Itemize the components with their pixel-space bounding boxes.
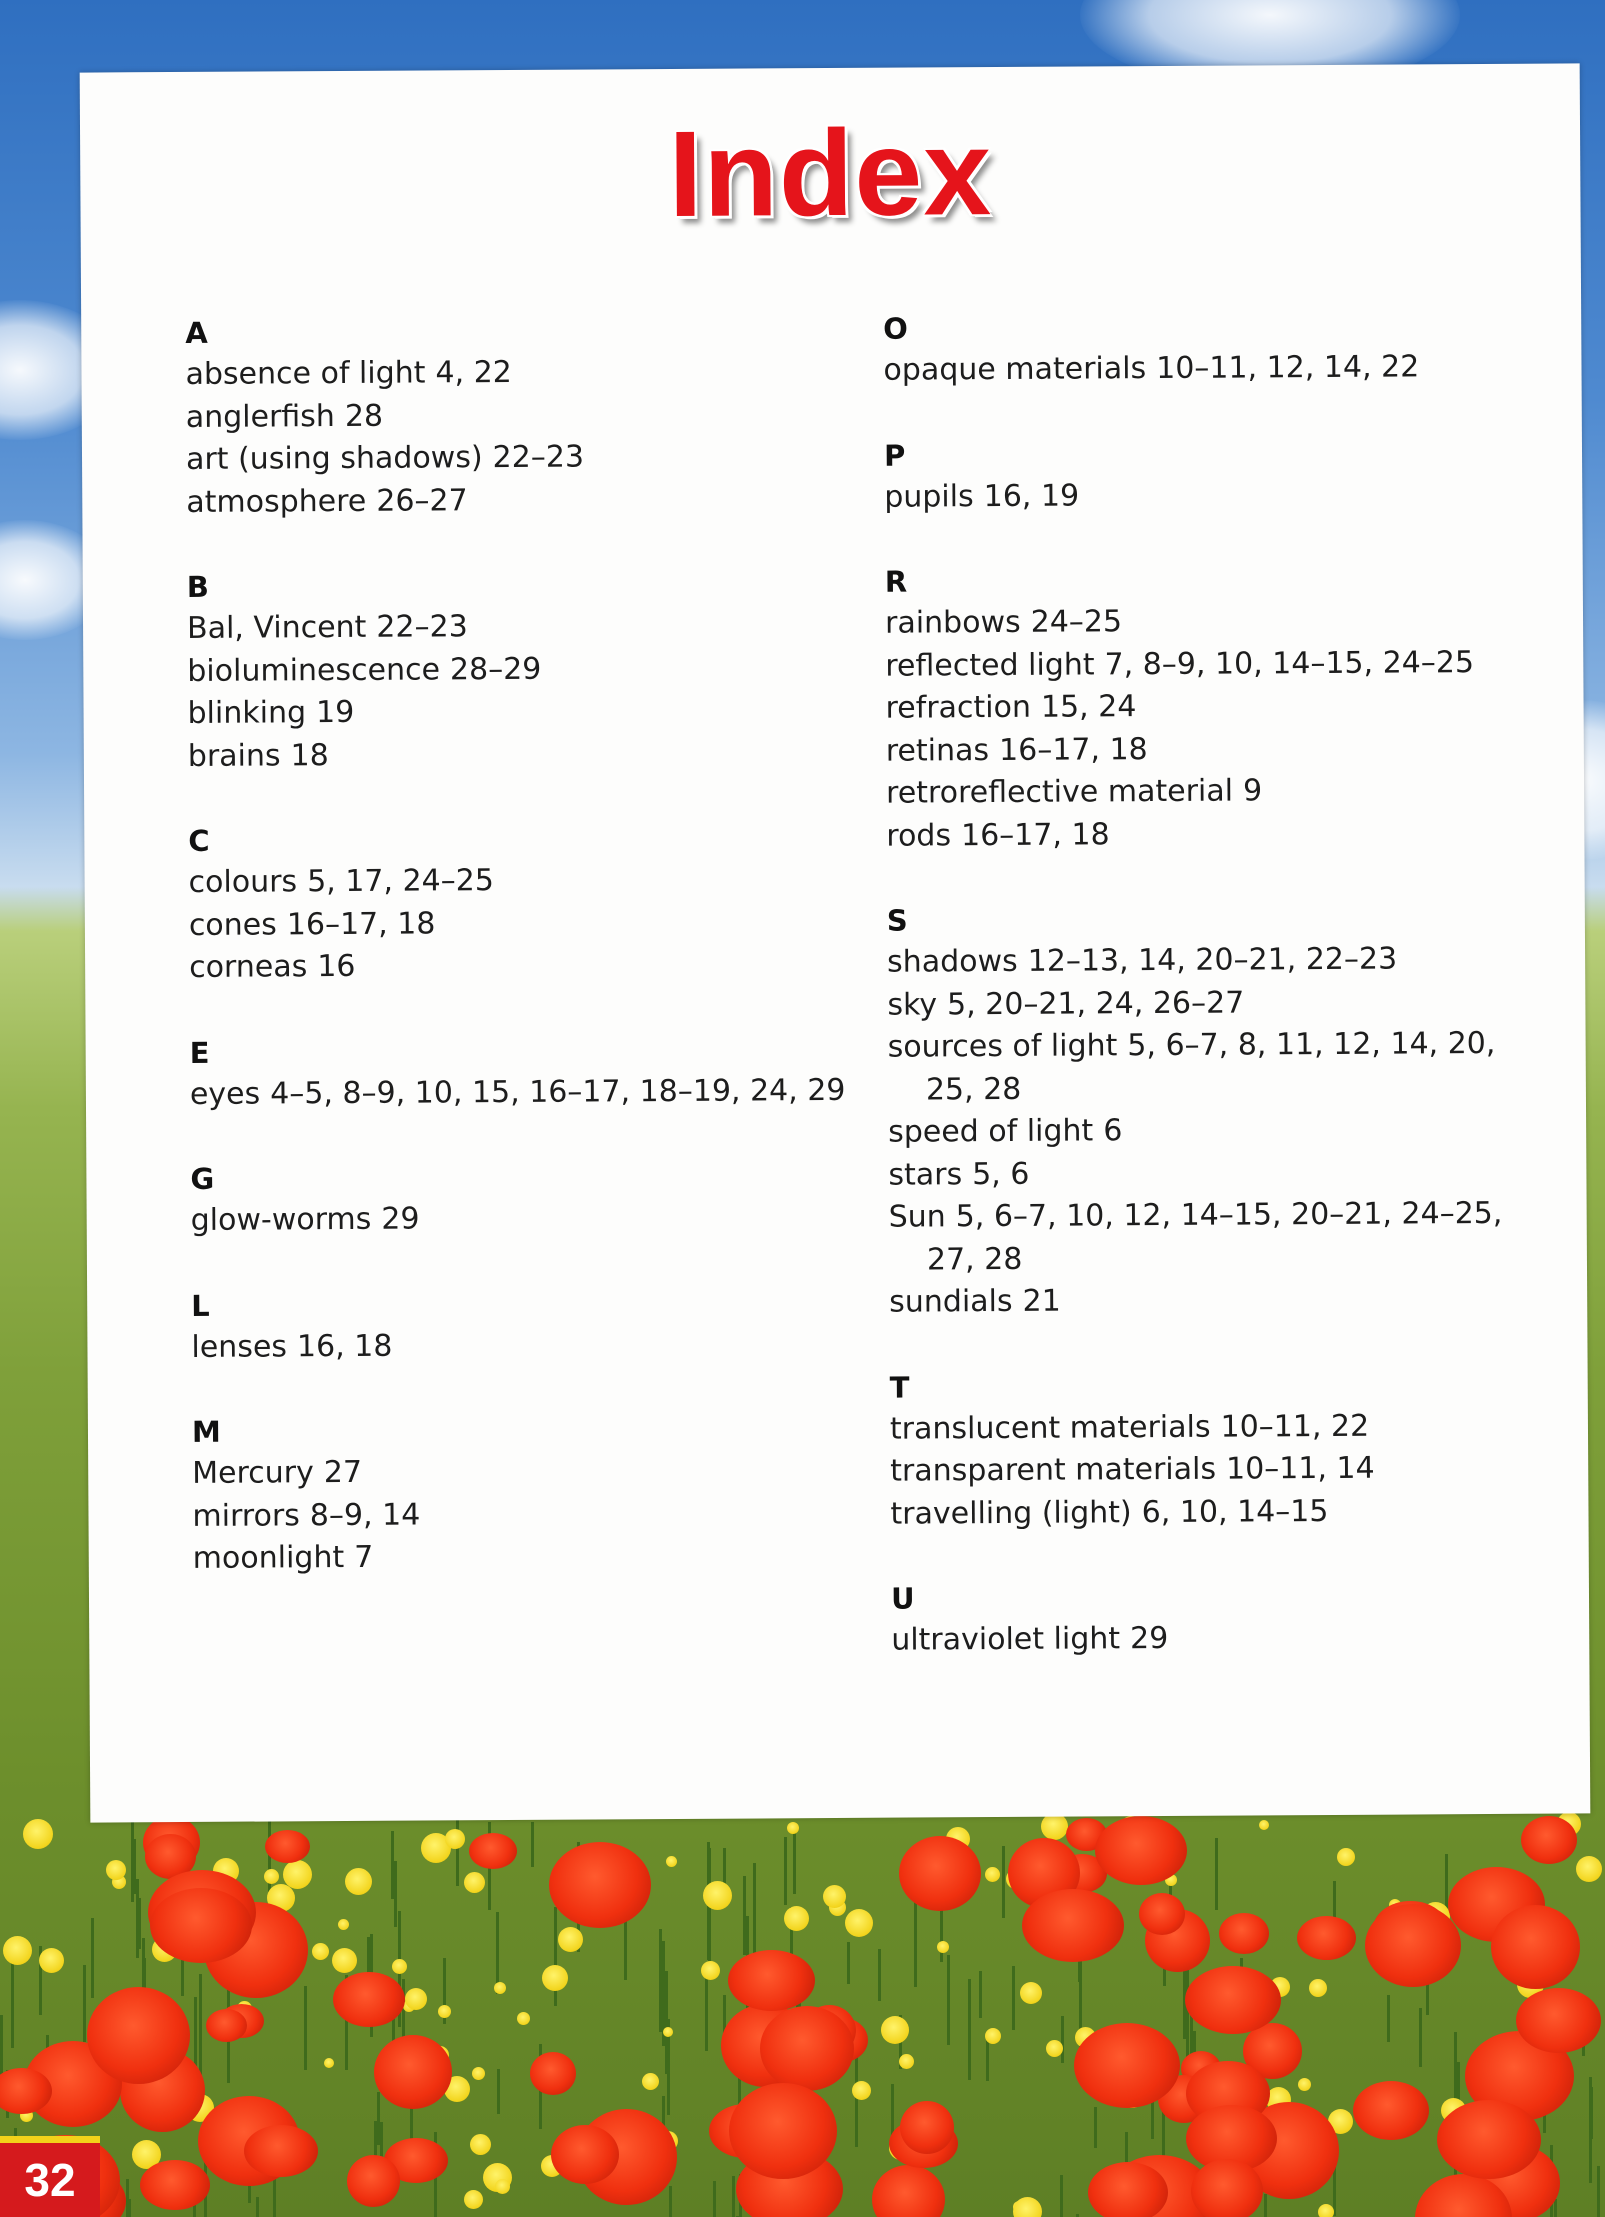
- index-group: [891, 1574, 1552, 1663]
- index-entry: [888, 1150, 1548, 1197]
- flower-stem: [1590, 2087, 1593, 2139]
- index-page-refs: 4–5, 8–9, 10, 15, 16–17, 18–19, 24, 29: [270, 1072, 846, 1111]
- flower-stem: [91, 1918, 94, 1998]
- yellow-flower: [283, 1860, 312, 1889]
- flower-stem: [304, 1986, 307, 2070]
- yellow-flower: [985, 1867, 1000, 1882]
- yellow-flower: [852, 2081, 871, 2100]
- poppy-flower: [469, 1833, 517, 1869]
- yellow-flower: [899, 2054, 914, 2069]
- yellow-flower: [784, 1906, 809, 1931]
- yellow-flower: [494, 1982, 506, 1994]
- index-group: [890, 1362, 1551, 1536]
- poppy-flower: [333, 1972, 405, 2027]
- index-entry: [189, 900, 849, 947]
- index-term: retinas: [885, 732, 990, 769]
- flower-stem: [968, 1979, 971, 2080]
- poppy-flower: [872, 2165, 945, 2217]
- flower-stem: [986, 2037, 989, 2081]
- index-term: rainbows: [884, 604, 1021, 641]
- index-letter-heading: R: [884, 564, 908, 599]
- index-entry: [188, 731, 848, 778]
- yellow-flower: [264, 1869, 279, 1884]
- poppy-flower: [1516, 1988, 1601, 2053]
- flower-stem: [784, 1837, 787, 1905]
- flower-stem: [669, 2186, 672, 2217]
- poppy-flower: [244, 2125, 318, 2177]
- index-term: corneas: [189, 949, 308, 985]
- index-term: moonlight: [192, 1540, 345, 1576]
- flower-stem: [394, 1861, 397, 1927]
- index-letter-heading: L: [191, 1288, 210, 1323]
- index-entry: [191, 1322, 851, 1369]
- poppy-flower: [265, 1830, 310, 1863]
- poppy-flower: [1521, 1816, 1577, 1864]
- index-group: [192, 1407, 853, 1581]
- poppy-flower: [1365, 1904, 1461, 1987]
- index-page-refs: 24–25: [1030, 604, 1123, 640]
- index-group: [191, 1280, 852, 1369]
- poppy-flower: [206, 2009, 247, 2042]
- index-term: sky: [887, 986, 938, 1023]
- index-page-refs: 22–23: [376, 609, 468, 645]
- index-entry: [190, 1069, 850, 1116]
- index-entry: [189, 943, 849, 990]
- index-entry: [186, 435, 846, 482]
- poppy-field: [0, 1810, 1605, 2217]
- index-entry: [889, 1193, 1550, 1282]
- index-page-refs: 5, 20–21, 24, 26–27: [946, 985, 1245, 1022]
- index-entry: [886, 811, 1546, 858]
- yellow-flower: [312, 1943, 329, 1960]
- flower-stem: [1012, 1966, 1015, 2030]
- index-term: blinking: [187, 695, 307, 731]
- poppy-flower: [549, 1842, 651, 1928]
- index-group: [185, 308, 846, 524]
- index-page-refs: 8–9, 14: [309, 1497, 421, 1533]
- index-group: [884, 430, 1545, 519]
- index-letter-heading: B: [186, 569, 210, 604]
- index-entry: [188, 858, 848, 905]
- flower-stem: [1419, 2008, 1422, 2067]
- index-entry: [890, 1404, 1550, 1451]
- index-page-refs: 27: [323, 1454, 363, 1491]
- index-page-refs: 16: [317, 948, 356, 985]
- flower-stem: [1002, 1846, 1005, 1918]
- poppy-flower: [900, 2101, 954, 2154]
- index-entry: [187, 689, 847, 736]
- index-term: rods: [886, 817, 952, 854]
- index-page-refs: 16–17, 18: [998, 731, 1148, 768]
- yellow-flower: [405, 1988, 427, 2010]
- flower-stem: [531, 1822, 534, 1867]
- yellow-flower: [464, 2190, 483, 2209]
- index-entry: [885, 684, 1545, 731]
- yellow-flower: [1298, 2078, 1311, 2091]
- index-page-refs: 16, 19: [983, 478, 1080, 514]
- index-letter-heading: O: [883, 311, 909, 346]
- flower-stem: [847, 1942, 850, 1984]
- yellow-flower: [558, 1927, 583, 1952]
- flower-stem: [1215, 1838, 1218, 1910]
- flower-stem: [138, 1898, 141, 1949]
- index-group: [887, 896, 1550, 1325]
- poppy-flower: [760, 2006, 854, 2091]
- poppy-flower: [1074, 2023, 1180, 2108]
- index-term: ultraviolet light: [891, 1621, 1121, 1658]
- yellow-flower: [338, 1919, 349, 1930]
- yellow-flower: [1013, 2197, 1042, 2217]
- index-entry: [888, 1108, 1548, 1155]
- yellow-flower: [985, 2028, 1001, 2044]
- index-page-refs: 10–11, 22: [1220, 1408, 1370, 1445]
- yellow-flower: [881, 2016, 909, 2044]
- index-term: translucent materials: [889, 1409, 1211, 1447]
- index-entry: [186, 392, 846, 439]
- flower-stem: [199, 1974, 202, 2080]
- yellow-flower: [663, 2027, 673, 2037]
- poppy-flower: [374, 2035, 452, 2109]
- poppy-flower: [140, 2160, 210, 2210]
- index-page-refs: 29: [1130, 1620, 1169, 1657]
- poppy-flower: [1491, 1905, 1580, 1989]
- index-entry: [884, 472, 1544, 519]
- poppy-flower: [150, 1888, 252, 1963]
- flower-stem: [1060, 2175, 1063, 2217]
- index-term: mirrors: [192, 1497, 300, 1534]
- index-term: art (using shadows): [185, 440, 483, 477]
- index-term: transparent materials: [890, 1451, 1217, 1489]
- index-entry: [886, 769, 1546, 816]
- page-number: 32: [0, 2136, 100, 2217]
- flower-stem: [665, 1971, 668, 2074]
- yellow-flower: [1337, 1848, 1355, 1866]
- index-page-refs: 12–13, 14, 20–21, 22–23: [1027, 941, 1398, 979]
- index-group: [187, 562, 848, 778]
- poppy-flower: [728, 1950, 815, 2011]
- yellow-flower: [1309, 1979, 1327, 1997]
- index-letter-heading: P: [883, 438, 906, 473]
- index-term: travelling (light): [890, 1494, 1132, 1532]
- index-term: speed of light: [888, 1113, 1094, 1150]
- index-term: Mercury: [192, 1455, 314, 1491]
- flower-stem: [1264, 2194, 1267, 2217]
- index-term: Bal, Vincent: [186, 609, 367, 646]
- index-term: bioluminescence: [187, 651, 441, 689]
- index-page-refs: 28: [344, 398, 384, 434]
- flower-stem: [947, 1955, 950, 2045]
- yellow-flower: [845, 1909, 873, 1937]
- flower-stem: [878, 1949, 881, 2001]
- index-letter-heading: E: [189, 1035, 210, 1070]
- poppy-flower: [1022, 1889, 1124, 1962]
- index-page-refs: 5, 6–7, 10, 12, 14–15, 20–21, 24–25, 27, 28: [926, 1195, 1503, 1277]
- index-letter-heading: A: [185, 315, 208, 350]
- yellow-flower: [1020, 1982, 1042, 2004]
- index-page-refs: 21: [1022, 1283, 1061, 1319]
- yellow-flower: [39, 1948, 64, 1973]
- index-term: anglerfish: [185, 398, 335, 435]
- index-page-refs: 28–29: [449, 651, 542, 687]
- flower-stem: [554, 1907, 557, 2006]
- index-entry: [885, 599, 1545, 646]
- index-page-refs: 16, 18: [296, 1328, 393, 1364]
- poppy-flower: [1185, 1966, 1281, 2034]
- yellow-flower: [3, 1936, 32, 1965]
- yellow-flower: [332, 1948, 357, 1973]
- index-entry: [889, 1278, 1549, 1325]
- index-term: Sun: [888, 1199, 946, 1235]
- poppy-flower: [1139, 1893, 1185, 1935]
- flower-stem: [732, 2176, 735, 2217]
- index-entry: [887, 980, 1547, 1027]
- index-term: lenses: [191, 1328, 288, 1365]
- flower-stem: [497, 2069, 500, 2114]
- index-term: eyes: [189, 1076, 261, 1112]
- poppy-flower: [1191, 2159, 1263, 2217]
- poppy-flower: [1219, 1913, 1269, 1954]
- index-page-refs: 6, 10, 14–15: [1141, 1493, 1329, 1530]
- yellow-flower: [324, 2058, 334, 2068]
- yellow-flower: [445, 1829, 465, 1849]
- index-entry: [888, 1023, 1549, 1112]
- poppy-flower: [1095, 1816, 1187, 1885]
- flower-stem: [11, 1961, 14, 2048]
- poppy-flower: [347, 2155, 400, 2207]
- poppy-flower: [1353, 2081, 1429, 2140]
- index-page-refs: 5, 6–7, 8, 11, 12, 14, 20, 25, 28: [925, 1025, 1496, 1107]
- index-page-refs: 4, 22: [435, 354, 512, 391]
- yellow-flower: [1576, 1856, 1602, 1882]
- index-page-refs: 16–17, 18: [286, 905, 436, 942]
- index-term: refraction: [885, 689, 1032, 726]
- poppy-flower: [1297, 1916, 1356, 1960]
- index-entry: [187, 646, 847, 693]
- poppy-flower: [899, 1836, 981, 1911]
- index-term: sources of light: [887, 1028, 1118, 1065]
- index-group: [190, 1027, 851, 1116]
- poppy-flower: [87, 1987, 190, 2084]
- index-letter-heading: T: [889, 1370, 910, 1405]
- yellow-flower: [937, 1941, 949, 1953]
- index-letter-heading: S: [886, 903, 908, 938]
- index-term: sundials: [889, 1283, 1013, 1320]
- index-entry: [886, 726, 1546, 773]
- poppy-flower: [729, 2083, 837, 2179]
- index-page-refs: 29: [381, 1201, 420, 1237]
- yellow-flower: [345, 1868, 372, 1895]
- index-entry: [192, 1491, 852, 1538]
- flower-stem: [256, 2197, 259, 2217]
- flower-stem: [753, 1863, 756, 1966]
- yellow-flower: [666, 1856, 677, 1867]
- flower-stem: [1387, 1995, 1390, 2042]
- index-letter-heading: C: [188, 823, 210, 858]
- flower-stem: [1061, 2016, 1064, 2063]
- flower-stem: [128, 2199, 131, 2217]
- yellow-flower: [470, 2134, 491, 2155]
- index-column-right: [883, 304, 1552, 1705]
- index-page-refs: 5, 6: [972, 1156, 1030, 1192]
- flower-stem: [1554, 2199, 1557, 2217]
- index-term: opaque materials: [883, 351, 1147, 388]
- index-entry: [887, 938, 1547, 985]
- flower-stem: [705, 1968, 708, 2051]
- yellow-flower: [392, 1959, 407, 1974]
- yellow-flower: [1041, 1813, 1068, 1840]
- index-page-refs: 15, 24: [1040, 689, 1137, 725]
- poppy-flower: [1088, 2162, 1168, 2217]
- yellow-flower: [495, 2179, 510, 2194]
- yellow-flower: [106, 1860, 126, 1880]
- index-term: absence of light: [185, 355, 426, 392]
- index-term: atmosphere: [186, 483, 367, 520]
- yellow-flower: [701, 1961, 720, 1980]
- yellow-flower: [464, 1872, 485, 1893]
- index-term: colours: [188, 864, 298, 900]
- yellow-flower: [1259, 1820, 1269, 1830]
- index-group: [885, 557, 1547, 858]
- index-page-refs: 9: [1242, 773, 1263, 809]
- poppy-flower: [551, 2125, 619, 2184]
- yellow-flower: [472, 2067, 485, 2080]
- index-group: [188, 816, 849, 990]
- yellow-flower: [1046, 2040, 1063, 2057]
- index-term: reflected light: [885, 646, 1095, 684]
- index-page-refs: 26–27: [376, 482, 468, 519]
- index-entry: [890, 1447, 1550, 1494]
- index-page-refs: 7, 8–9, 10, 14–15, 24–25: [1104, 644, 1475, 682]
- index-term: stars: [888, 1156, 963, 1193]
- flower-stem: [1094, 2107, 1097, 2148]
- index-letter-heading: M: [191, 1414, 221, 1449]
- index-letter-heading: U: [890, 1581, 915, 1616]
- index-group: [190, 1154, 851, 1243]
- flower-stem: [713, 2181, 716, 2217]
- yellow-flower: [823, 1885, 846, 1908]
- yellow-flower: [517, 2012, 530, 2025]
- flower-stem: [914, 1900, 917, 1987]
- poppy-flower: [1437, 2100, 1541, 2179]
- flower-stem: [793, 1832, 796, 1894]
- index-term: retroreflective material: [885, 773, 1234, 811]
- index-entry: [185, 350, 845, 397]
- index-term: pupils: [884, 478, 974, 515]
- yellow-flower: [542, 1965, 568, 1991]
- index-page-refs: 10–11, 12, 14, 22: [1156, 349, 1420, 387]
- poppy-flower: [530, 2052, 576, 2095]
- index-term: cones: [188, 906, 277, 943]
- index-column-left: [185, 308, 853, 1623]
- index-panel: [80, 63, 1591, 1822]
- yellow-flower: [23, 1819, 53, 1849]
- index-entry: [186, 477, 846, 524]
- index-page-refs: 19: [315, 694, 355, 731]
- index-entry: [883, 346, 1543, 393]
- index-page-refs: 16–17, 18: [960, 816, 1110, 853]
- index-entry: [191, 1196, 851, 1243]
- index-term: shadows: [887, 943, 1018, 980]
- page-title: Index: [668, 104, 993, 243]
- flower-stem: [1597, 2166, 1600, 2217]
- index-entry: [193, 1534, 853, 1581]
- yellow-flower: [642, 2073, 659, 2090]
- index-letter-heading: G: [190, 1161, 215, 1196]
- index-term: glow-worms: [190, 1201, 372, 1238]
- flower-stem: [979, 1971, 982, 2018]
- yellow-flower: [1318, 2204, 1334, 2217]
- index-entry: [890, 1489, 1550, 1536]
- yellow-flower: [787, 1822, 799, 1834]
- index-page-refs: 22–23: [492, 439, 585, 476]
- index-entry: [885, 641, 1545, 688]
- index-page-refs: 10–11, 14: [1225, 1450, 1375, 1487]
- index-page-refs: 18: [290, 737, 329, 773]
- index-group: [883, 304, 1544, 393]
- index-entry: [187, 604, 847, 651]
- index-entry: [891, 1616, 1551, 1663]
- index-entry: [192, 1449, 852, 1496]
- index-term: brains: [187, 737, 281, 774]
- flower-stem: [83, 1965, 86, 2042]
- index-page-refs: 5, 17, 24–25: [307, 863, 495, 900]
- index-page-refs: 7: [354, 1539, 374, 1575]
- yellow-flower: [703, 1881, 732, 1910]
- yellow-flower: [438, 2005, 451, 2018]
- index-page-refs: 6: [1103, 1113, 1123, 1149]
